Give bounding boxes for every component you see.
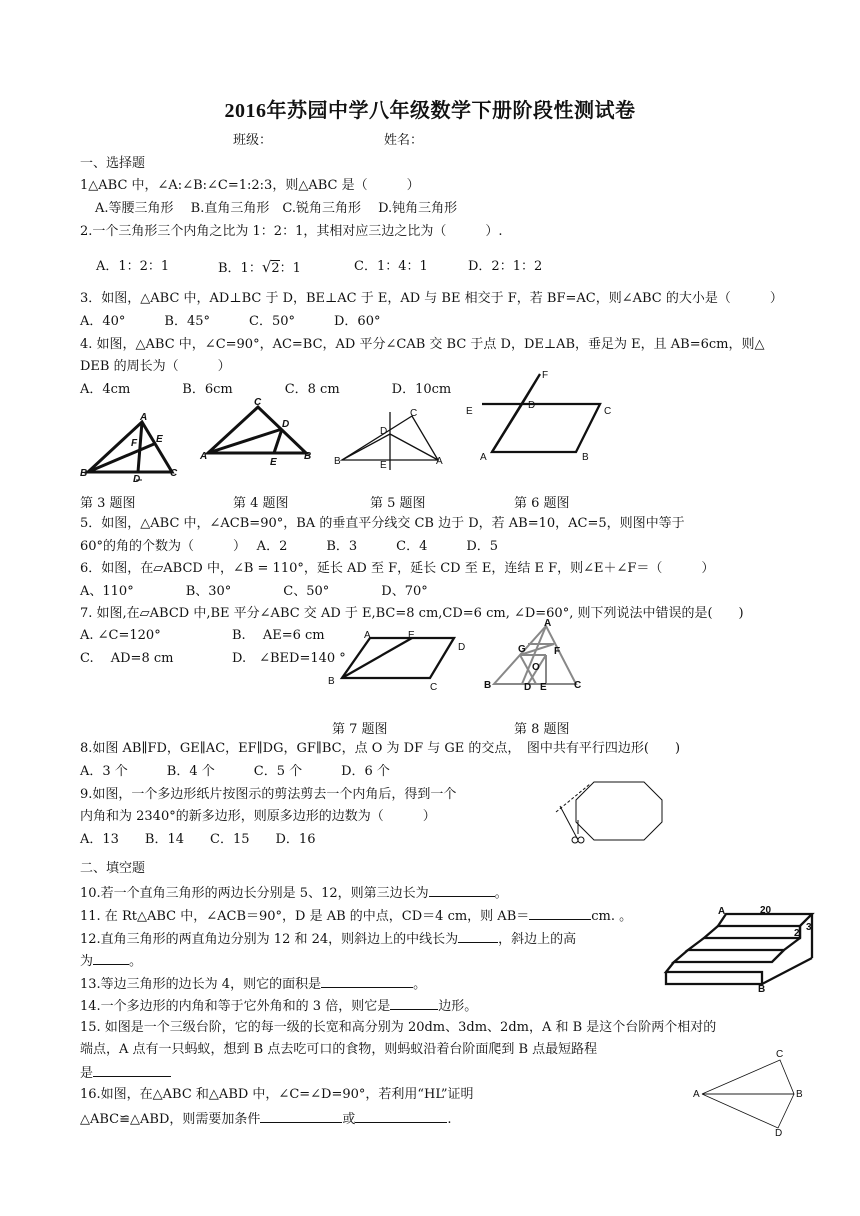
fig3-label-e: E: [156, 434, 163, 445]
question-9-line-2: 内角和为 2340°的新多边形，则原多边形的边数为（ ）: [80, 809, 436, 824]
question-7-option-c: C. AD=8 cm: [80, 651, 174, 666]
fig8-label-o: O: [532, 662, 540, 673]
question-7-option-d: D. ∠BED=140 °: [232, 651, 346, 666]
fig16-label-b: B: [796, 1089, 803, 1100]
question-15-line-1: 15. 如图是一个三级台阶，它的每一级的长宽和高分别为 20dm、3dm、2dm，A 和 B 是这个台阶两个相对的: [80, 1020, 717, 1035]
fig6-label-e: E: [466, 406, 473, 417]
question-5-line-2: 60°的角的个数为（ ） A．2 B．3 C．4 D．5: [80, 539, 499, 554]
fig6-label-b: B: [582, 452, 589, 463]
fig4-label-e: E: [270, 457, 277, 468]
name-label: 姓名：: [384, 133, 424, 148]
fig7-label-d: D: [458, 642, 466, 653]
question-2: 2.一个三角形三个内角之比为 1：2：1，其相对应三边之比为（ ）.: [80, 224, 503, 239]
question-15-line-3: 是: [80, 1063, 171, 1083]
question-1-options: A.等腰三角形 B.直角三角形 C.锐角三角形 D.钝角三角形: [95, 201, 458, 216]
page-title: 2016年苏园中学八年级数学下册阶段性测试卷: [224, 100, 636, 122]
fig4-label-b: B: [304, 451, 312, 462]
fig3-label-a: A: [140, 412, 148, 423]
question-7-option-a: A. ∠C=120°: [80, 628, 161, 643]
figure-8-caption: 第 8 题图: [514, 722, 570, 737]
figure-5-diagram: [334, 408, 449, 478]
question-8: 8.如图 AB∥FD，GE∥AC，EF∥DG，GF∥BC，点 O 为 DF 与 GE 的交点， 图中共有平行四边形( ): [80, 741, 681, 756]
figure-3-caption: 第 3 题图: [80, 496, 136, 511]
question-10: 10.若一个直角三角形的两边长分别是 5、12，则第三边长为 。: [80, 883, 508, 903]
question-12-line-2: 为 。: [80, 951, 142, 971]
sqrt-sign: √: [261, 258, 272, 276]
question-5-line-1: 5．如图，△ABC 中，∠ACB=90°，BA 的垂直平分线交 CB 边于 D，若 AB=10，AC=5，则图中等于: [80, 516, 685, 531]
figure-3-diagram: [80, 410, 190, 485]
answer-blank-12a[interactable]: [458, 929, 498, 943]
fig8-label-a: A: [544, 618, 552, 629]
question-15-line-2: 端点，A 点有一只蚂蚁，想到 B 点去吃可口的食物，则蚂蚁沿着台阶面爬到 B 点最短路程: [80, 1042, 598, 1057]
question-4-line-2: DEB 的周长为（ ）: [80, 359, 231, 374]
fig7-label-c: C: [430, 682, 438, 693]
fig16-label-a: A: [693, 1089, 700, 1100]
fig6-label-a: A: [480, 452, 487, 463]
question-2-option-a: A．1：2：1: [96, 259, 170, 274]
fig6-label-d: D: [528, 400, 536, 411]
fig5-label-b: B: [334, 456, 341, 467]
fig7-label-a: A: [364, 630, 371, 641]
question-16-line-2: △ABC≌△ABD，则需要加条件 或 .: [80, 1109, 452, 1129]
figure-9-diagram: [550, 776, 670, 848]
figure-7-diagram: [326, 632, 476, 692]
fig4-label-d: D: [282, 419, 290, 430]
question-2-option-c: C．1：4：1: [354, 259, 428, 274]
question-11: 11. 在 Rt△ABC 中，∠ACB＝90°，D 是 AB 的中点，CD＝4 cm，则 AB＝ cm. 。: [80, 906, 632, 926]
fig5-label-c: C: [410, 408, 418, 419]
fig4-label-c: C: [254, 397, 262, 408]
answer-blank-15[interactable]: [93, 1063, 171, 1077]
fig8-label-e: E: [540, 682, 547, 693]
fig3-label-b: B: [80, 468, 88, 479]
figure-15-staircase: [660, 906, 832, 994]
answer-blank-14[interactable]: [390, 996, 438, 1010]
fig8-label-b: B: [484, 680, 492, 691]
fig6-label-f: F: [542, 370, 549, 381]
question-6: 6．如图，在▱ABCD 中，∠B = 110°，延长 AD 至 F，延长 CD 至 E，连结 E F，则∠E＋∠F＝（ ）: [80, 561, 715, 576]
fig15-label-2: 2: [794, 928, 800, 939]
fig5-label-a: A: [436, 456, 443, 467]
fig3-label-d: D: [133, 474, 141, 485]
answer-blank-10[interactable]: [429, 883, 495, 897]
figure-16-diagram: [690, 1049, 805, 1139]
question-7: 7. 如图,在▱ABCD 中,BE 平分∠ABC 交 AD 于 E,BC=8 cm,CD=6 cm, ∠D=60°, 则下列说法中错误的是( ): [80, 606, 744, 621]
answer-blank-16b[interactable]: [355, 1109, 447, 1123]
figure-6-caption: 第 6 题图: [514, 496, 570, 511]
question-3-options: A．40° B．45° C．50° D．60°: [80, 314, 381, 329]
section-choice-heading: 一、选择题: [80, 156, 146, 171]
question-2-option-d: D．2：1：2: [468, 259, 543, 274]
question-2-option-b: B．1：√2：1: [218, 258, 301, 276]
answer-blank-11[interactable]: [529, 906, 591, 920]
fig15-label-20: 20: [760, 905, 772, 916]
answer-blank-16a[interactable]: [260, 1109, 342, 1123]
figure-7-caption: 第 7 题图: [332, 722, 388, 737]
question-12-line-1: 12.直角三角形的两直角边分别为 12 和 24，则斜边上的中线长为 ，斜边上的高: [80, 929, 576, 949]
answer-blank-12b[interactable]: [93, 951, 129, 965]
fig15-label-3: 3: [806, 922, 812, 933]
fig8-label-f: F: [554, 646, 561, 657]
question-9-options: A．13 B．14 C．15 D．16: [80, 832, 316, 847]
fig8-label-c: C: [574, 680, 582, 691]
fig7-label-e: E: [408, 630, 415, 641]
question-8-options: A．3 个 B．4 个 C．5 个 D．6 个: [80, 764, 390, 779]
fig6-label-c: C: [604, 406, 612, 417]
figure-6-diagram: [462, 366, 622, 466]
question-9-line-1: 9.如图，一个多边形纸片按图示的剪法剪去一个内角后，得到一个: [80, 787, 457, 802]
fig8-label-g: G: [518, 644, 526, 655]
fig5-label-d: D: [380, 426, 388, 437]
figure-5-caption: 第 5 题图: [370, 496, 426, 511]
question-13: 13.等边三角形的边长为 4，则它的面积是 。: [80, 974, 426, 994]
figure-4-diagram: [198, 395, 318, 470]
question-4-line-1: 4. 如图，△ABC 中，∠C=90°，AC=BC，AD 平分∠CAB 交 BC 于点 D，DE⊥AB，垂足为 E，且 AB=6cm，则△: [80, 337, 765, 352]
class-label: 班级：: [233, 133, 273, 148]
question-6-options: A、110° B、30° C、50° D、70°: [80, 584, 428, 599]
question-16-line-1: 16.如图，在△ABC 和△ABD 中，∠C=∠D=90°，若利用“HL”证明: [80, 1087, 474, 1102]
fig3-label-f: F: [131, 438, 138, 449]
question-7-option-b: B. AE=6 cm: [232, 628, 325, 643]
question-14: 14.一个多边形的内角和等于它外角和的 3 倍，则它是 边形。: [80, 996, 477, 1016]
fig7-label-b: B: [328, 676, 335, 687]
fig5-label-e: E: [380, 460, 387, 471]
sqrt-radicand: 2: [271, 261, 280, 276]
question-3: 3．如图，△ABC 中，AD⊥BC 于 D，BE⊥AC 于 E，AD 与 BE 相交于 F，若 BF=AC，则∠ABC 的大小是（ ）: [80, 291, 783, 306]
fig16-label-d: D: [775, 1128, 783, 1139]
question-4-options: A．4cm B．6cm C．8 cm D．10cm: [80, 382, 452, 397]
fig8-label-d: D: [524, 682, 532, 693]
figure-4-caption: 第 4 题图: [233, 496, 289, 511]
fig16-label-c: C: [776, 1049, 784, 1060]
figure-8-diagram: [484, 618, 584, 693]
question-1: 1△ABC 中，∠A:∠B:∠C=1:2:3，则△ABC 是（ ）: [80, 178, 420, 193]
section-fill-heading: 二、填空题: [80, 861, 146, 876]
fig4-label-a: A: [200, 451, 208, 462]
fig3-label-c: C: [170, 468, 178, 479]
answer-blank-13[interactable]: [321, 974, 413, 988]
fig15-label-b: B: [758, 984, 766, 995]
fig15-label-a: A: [718, 906, 726, 917]
